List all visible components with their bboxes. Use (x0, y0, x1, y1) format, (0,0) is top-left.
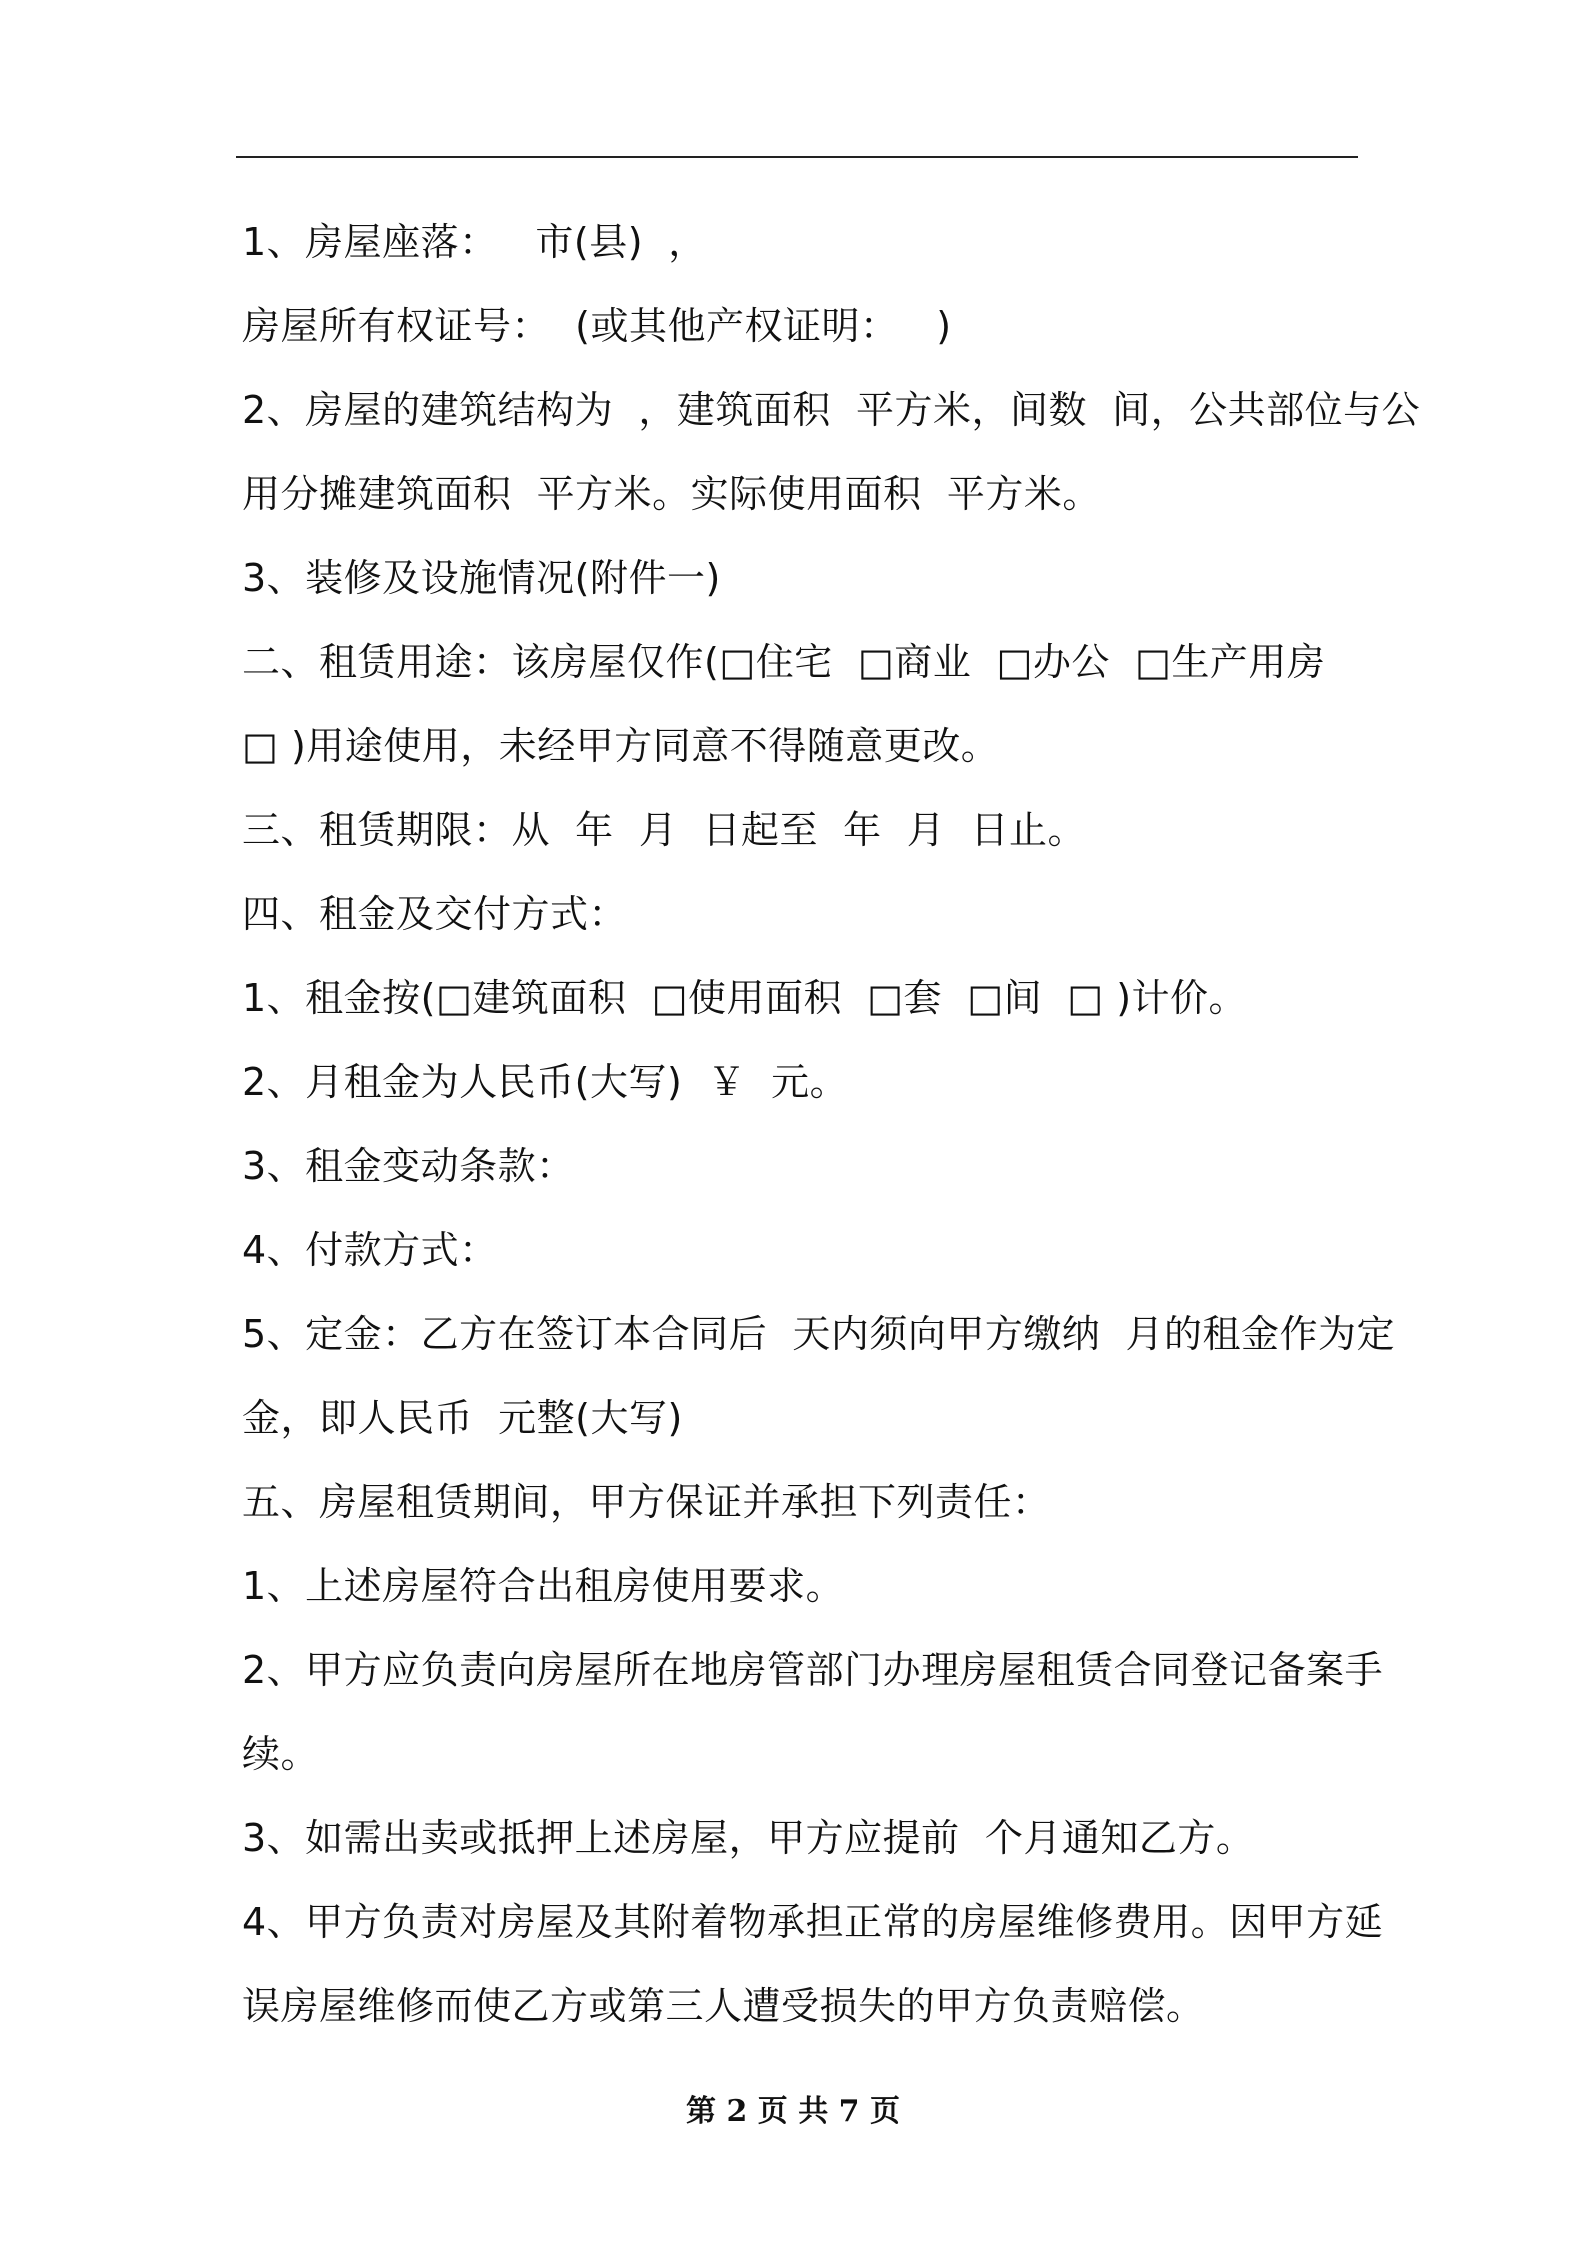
text-line: 2、月租金为人民币(大写) ￥ 元。 (242, 1060, 849, 1104)
text-line: 4、甲方负责对房屋及其附着物承担正常的房屋维修费用。因甲方延 (242, 1900, 1384, 1944)
document-body (242, 200, 1421, 2048)
header-rule (236, 156, 1358, 158)
text-line: 续。 (242, 1732, 320, 1776)
text-line: 三、租赁期限：从 年 月 日起至 年 月 日止。 (242, 808, 1086, 852)
text-line: 1、上述房屋符合出租房使用要求。 (242, 1564, 845, 1608)
text-line: 3、租金变动条款： (242, 1144, 575, 1188)
text-line: 误房屋维修而使乙方或第三人遭受损失的甲方负责赔偿。 (242, 1984, 1205, 2028)
text-line: 四、租金及交付方式： (242, 892, 628, 936)
text-line: 2、甲方应负责向房屋所在地房管部门办理房屋租赁合同登记备案手 (242, 1648, 1384, 1692)
text-line: 1、房屋座落： 市(县) ， (242, 220, 707, 264)
page-number-footer: 第 2 页 共 7 页 (686, 2094, 900, 2129)
text-line: 2、房屋的建筑结构为 ，建筑面积 平方米，间数 间，公共部位与公 (242, 388, 1421, 432)
text-line: 3、如需出卖或抵押上述房屋，甲方应提前 个月通知乙方。 (242, 1816, 1255, 1860)
text-line: 4、付款方式： (242, 1228, 498, 1272)
text-line: 用分摊建筑面积 平方米。实际使用面积 平方米。 (242, 472, 1101, 516)
text-line: 二、租赁用途：该房屋仅作(□住宅 □商业 □办公 □生产用房 (242, 640, 1326, 684)
text-line: □ )用途使用，未经甲方同意不得随意更改。 (242, 724, 1000, 768)
text-line: 五、房屋租赁期间，甲方保证并承担下列责任： (242, 1480, 1051, 1524)
text-line: 金，即人民币 元整(大写) (242, 1396, 683, 1440)
text-line: 房屋所有权证号： (或其他产权证明： ) (242, 304, 952, 348)
text-line: 5、定金：乙方在签订本合同后 天内须向甲方缴纳 月的租金作为定 (242, 1312, 1395, 1356)
text-line: 1、租金按(□建筑面积 □使用面积 □套 □间 □ )计价。 (242, 976, 1248, 1020)
text-line: 3、装修及设施情况(附件一) (242, 556, 721, 600)
